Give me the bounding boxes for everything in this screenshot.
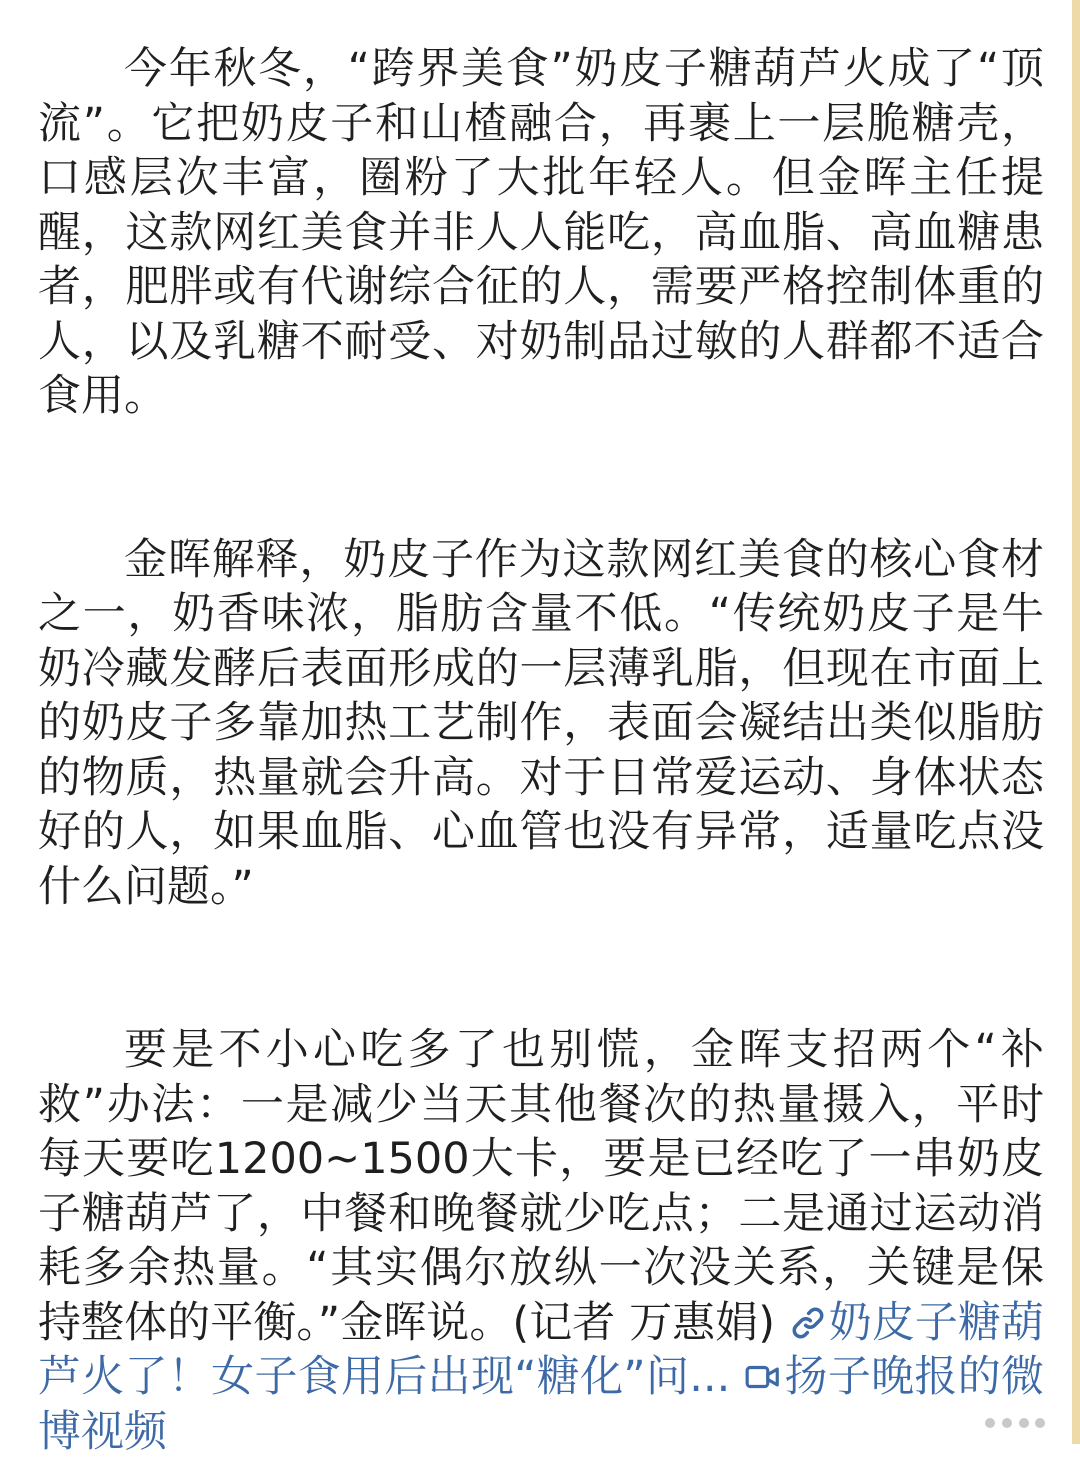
- video-source-text: 扬子晚报的微博视频: [38, 1352, 1044, 1457]
- video-link-text: 奶皮子糖葫芦火了！女子食用后出现“糖化”问...: [38, 1297, 1045, 1402]
- paragraph-1: 今年秋冬，“跨界美食”奶皮子糖葫芦火成了“顶流”。它把奶皮子和山楂融合，再裹上一层脆糖壳，口感层次丰富，圈粉了大批年轻人。但金晖主任提醒，这款网红美食并非人人能吃，高血脂、高血糖患者，肥胖或有代谢综合征的人，需要严格控制体重的人，以及乳糖不耐受、对奶制品过敏的人群都不适合食用。: [38, 44, 1044, 421]
- paragraph-3-text: 要是不小心吃多了也别慌，金晖支招两个“补救”办法：一是减少当天其他餐次的热量摄入，平时每天要吃1200~1500大卡，要是已经吃了一串奶皮子糖葫芦了，中餐和晚餐就少吃点；二是通过运动消耗多余热量。“其实偶尔放纵一次没关系，关键是保持整体的平衡。”金晖说。(记者 万惠娟): [38, 1025, 1044, 1348]
- more-dots-icon[interactable]: [982, 1415, 1048, 1431]
- paragraph-2: 金晖解释，奶皮子作为这款网红美食的核心食材之一，奶香味浓，脂肪含量不低。“传统奶皮子是牛奶冷藏发酵后表面形成的一层薄乳脂，但现在市面上的奶皮子多靠加热工艺制作，表面会凝结出类似脂肪的物质，热量就会升高。对于日常爱运动、身体状态好的人，如果血脂、心血管也没有异常，适量吃点没什么问题。”: [38, 534, 1044, 912]
- right-edge-strip: [1072, 0, 1080, 1444]
- link-icon: [789, 1304, 827, 1342]
- paragraph-3: [38, 1023, 1044, 1459]
- video-camera-icon: [744, 1358, 782, 1396]
- article-body: [38, 42, 1044, 1459]
